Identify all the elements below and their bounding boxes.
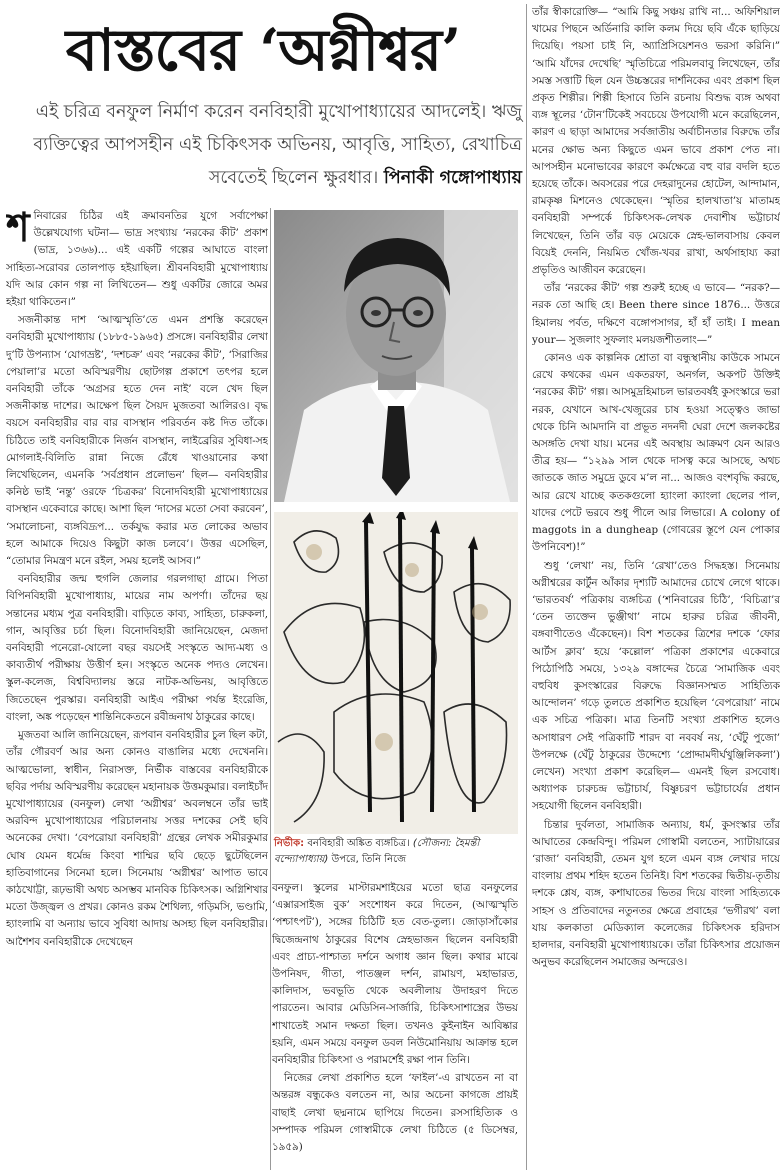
caption-text: বনবিহারী অঙ্কিত ব্যঙ্গচিত্র। [307, 838, 410, 849]
col3-para-3: কোনও এক কাল্পনিক শ্রোতা বা বন্ধুস্থানীয় কাউকে সামনে রেখে কথকের এমন একতরফা, অনর্গল, অকপট উক্তিই ‘নরকের কীট’ গল্প। আসমুদ্রহিমাচল ভারতবর্ষই কুসংস্কারে ভরা নরক, যেখানে আখ-খেজুরের চাষ হওয়া সত্ত্বেও জাভা থেকে চিনি আমদানি বা প্রভূত নদনদী ঘেরা দেশে জলকষ্টের অসঙ্গতি দেখা যায়। মনের এই অবস্থায় আক্রমণ যেন আরও তীব্র হয়— “১২৯৯ সাল থেকে দাসত্ব করে আসছে, অথচ জাতকে জাত সমুদ্রে ডুবে ম’ল না... আজও বংশবৃদ্ধি করছে, আর রেখে যাচ্ছে কতকগুলো হ্যাংলা ক্যাংলা ছেলের পাল, যাদের পেটে ভরবে শুধু পীলে আর লিভারে। A colony of maggots in a dungheap (গোবরের স্তূপে যেন পোকার উপনিবেশ)!” [532, 352, 780, 554]
col1-para-2: সজনীকান্ত দাশ ‘আত্মস্মৃতি’তে এমন প্রশস্তি করেছেন বনবিহারী মুখোপাধ্যায় (১৮৮৫-১৯৬৫) প্রসঙ্গে। বনবিহারীর লেখা দু’টি উপন্যাস ‘যোগভ্রষ্ট’, ‘দশচক্র’ এবং ‘নরকের কীট’, ‘সিরাজির পেয়ালা’র মতো অবিস্মরণীয় ছোটগল্প প্রকাশে তৎপর হলে বনবিহারী তাঁকে ‘অগ্রসর হতে দেন নাই’ বলে খেদ ছিল সজনীকান্ত দাশের। আক্ষেপ ছিল সৈয়দ মুজতবা আলিরও। বৃদ্ধ বয়সে বনবিহারীর বার বার বাসস্থান পরিবর্তন কষ্ট দিত তাঁকে। চিঠিতে তাই বনবিহারীকে নির্জন বাসস্থান, লাইব্রেরির সুবিধা-সহ মোগলাই-বিলিতি রান্না নিজে রেঁধে খাওয়ানোর কথা লিখেছিলেন, এমনকি ‘সর্বপ্রধান প্রলোভন’ ছিল— বনবিহারীর কনিষ্ঠ ভাই ‘নন্তু’ ওরফে ‘চিত্রকর’ বিনোদবিহারী মুখোপাধ্যায়ের বাসস্থান একেবারে কাছে। আশা ছিল ‘দাসের মতো সেবা করবেন’, ‘সমালোচনা, ব্যঙ্গবিদ্রূপ... তর্কযুদ্ধ করার মত লোকের অভাব হলে আমাকে দিয়েও কিছুটা কাজ চলবে’। উত্তর এসেছিল, “তোমার নিমন্ত্রণ মনে রইল, সময় হলেই আসব।” [6, 314, 268, 568]
col3-para-2: তাঁর ‘নরকের কীট’ গল্প শুরুই হচ্ছে এ ভাবে— “নরক?— নরক তো আছি হে। Been there since 1876... উত্তরে হিমালয় পর্বত, দক্ষিণে বঙ্গোপসাগর, হাঁ হাঁ তাই। I mean your— সুজলাং সুফলাং মলয়জশীতলাং—” [532, 282, 780, 346]
col3-para-1: তাঁর স্বীকারোক্তি— “আমি কিছু সঞ্চয় রাখি না... অফিশিয়াল খামের পিছনে অর্ডিনারি কালি কলম দিয়ে ছবি এঁকে ছাড়িয়ে দিয়েছি। পয়সা চাই নি, অ্যাপ্রিসিয়েশনও ভরসা করিনি।” ‘আমি যাঁদের দেখেছি’ স্মৃতিচিত্রে পরিমলবাবু লিখেছেন, তাঁর সমস্ত সত্তাটি ছিল যেন উচ্চস্তরের দার্শনিকের এবং প্রকাশ ছিল প্রকৃত শিল্পীর। শিল্পী হিসাবে তিনি রচনায় বিশুদ্ধ ব্যঙ্গ অথবা ব্যঙ্গ স্থূলের ‘টোন’টিকেই সবচেয়ে উপযোগী মনে করেছিলেন, কারণ এ ছাড়া আমাদের সর্বজাতীয় অর্বাচীনতার বিরুদ্ধে তাঁর মনের ক্ষোভ অন্য কিছুতে এমন ভাবে প্রকাশ পেত না। আপসহীন মনোভাবের কারণে কর্মক্ষেত্রে বহু বার বদলি হতে হয়েছে তাঁকে। অবসরের পরে দেহরাদুনের হোটেল, আন্দামান, রামকৃষ্ণ মিশনেও থেকেছেন। ‘স্মৃতির হালখাতা’য় মাতামহ বনবিহারী সম্পর্কে চিকিৎসক-লেখক দেবাশীষ ভট্টাচার্য লিখেছেন, তিনি তাঁর বড় মেয়েকে স্নেহ-ভালবাসায় কেবল বিয়েই দেননি, নিয়মিত খোঁজ-খবর রাখা, অর্থসাহায্য করা প্রভৃতিও আজীবন করেছেন। [532, 6, 780, 277]
intro-text: এই চরিত্র বনফুল নির্মাণ করেন বনবিহারী মুখোপাধ্যায়ের আদলেই। ঋজু ব্যক্তিত্বের আপসহীন এই চিকিৎসক অভিনয়, আবৃত্তি, সাহিত্য, রেখাচিত্র সবেতেই ছিলেন ক্ষুরধার। [33, 102, 522, 188]
image-caption [274, 836, 518, 880]
col1-para-1: নিবারের চিঠির এই ক্রমাবনতির যুগে সর্বাপেক্ষা উল্লেখযোগ্য ঘটনা— ভাদ্র সংখ্যায় ‘নরকের কীট’ প্রকাশ (ভাদ্র, ১৩৬৬)... এই একটি গল্পের আঘাতে বাংলা সাহিত্য-সরোবর তোলপাড় হইয়াছিল। শ্রীবনবিহারী মুখোপাধ্যায় যদি আর কোন গল্প না লিখিতেন— শুধু একটির জোরে অমর হইয়া থাকিতেন।” [6, 210, 268, 309]
intro-standfirst [8, 96, 522, 196]
portrait-photo [274, 210, 518, 502]
portrait-drawing [274, 210, 518, 502]
col3-para-5: চিন্তার দুর্বলতা, সামাজিক অন্যায়, ধর্ম, কুসংস্কার তাঁর আঘাতের কেন্দ্রবিন্দু। পরিমল গোস্বামী বলতেন, স্যাটায়ারের ‘রাজা’ বনবিহারী, তেমন যুগ হলে এমন ব্যঙ্গ লেখার দায়ে বাংলায় প্রথম শহিদ হতেন তিনিই। বিশ শতকের দ্বিতীয়-তৃতীয় দশকে শ্লেষ, ব্যঙ্গ, কশাঘাতের ভিতর দিয়ে বাংলা সাহিত্যকে সাহস ও প্রতিবাদের নতুনতর ক্ষেত্রে প্রবাহের ‘ভগীরথ’ বলা যায় কলকাতা মেডিক্যাল কলেজের চিকিৎসক হরিদাস হালদার, বনবিহারী মুখোপাধ্যায়কে। তাঁরা চিকিৎসার প্রয়োজন অনুভব করেছিলেন সমাজের অন্দরেও। [532, 818, 780, 969]
article-column-1 [6, 208, 268, 1170]
col3-para-4: শুধু ‘লেখা’ নয়, তিনি ‘রেখা’তেও সিদ্ধহস্ত। সিনেমায় অগ্নীশ্বরের কার্টুন আঁকার দৃশ্যটি আমাদের চোখে লেগে থাকে। ‘ভারতবর্ষ’ পত্রিকায় ব্যঙ্গচিত্র (‘শনিবারের চিঠি’, ‘বিচিত্রা’র ‘তেন ত্যক্তেন ভুঞ্জীথা’ নামে হারুর চরিত্র জীবনী, বঙ্গবাণীতেও এঁকেছেন)। বিশ শতকের ত্রিশের দশকে ‘ফোর আর্টস ক্লাব’ হয়ে ‘কল্লোল’ পত্রিকা প্রকাশের একেবারে পিঠোপিঠি সময়ে, ১৩২৯ বঙ্গাব্দের চৈত্রে ‘সামাজিক এবং বহুবিধ কুসংস্কারের বিরুদ্ধে বিজ্ঞানসম্মত সাহিত্যিক আন্দোলন’ গড়ে তুলতে প্রকাশিত হয়েছিল ‘বেপরোয়া’ নামে এক সচিত্র পত্রিকা। মাত্র তিনটি সংখ্যা প্রকাশিত হলেও অসাধারণ সেই পত্রিকাটি শারদ বা নববর্ষ নয়, ‘ঘেঁটু পুজো’ উপলক্ষে (ঘেঁটু ঠাকুরের উদ্দেশ্যে ‘প্রোদ্দামদীর্ঘখুঞ্জিলিকলা’) লেখেন) সংখ্যা প্রকাশ করেছিল— এমনই ছিল রসবোধ। অধ্যাপক চারুচন্দ্র ভট্টাচার্য, বিষ্ণুচরণ ভট্টাচার্যের প্রধান সহযোগী ছিলেন বনবিহারী। [532, 559, 780, 813]
sketch-drawing [274, 512, 518, 834]
col1-para-4: মুজতবা আলি জানিয়েছেন, রূপবান বনবিহারীর চুল ছিল কটা, তাঁর গৌরবর্ণ আর অন্য কোনও বাঙালির মধ্যে দেখেননি। আত্মভোলা, স্বাধীন, নিরাসক্ত, নির্ভীক বাস্তবের বনবিহারীকে ছবির পর্দায় অবিস্মরণীয় করেছেন মহানায়ক উত্তমকুমার। বলাইচাঁদ মুখোপাধ্যায়ের (বনফুল) লেখা ‘অগ্নীশ্বর’ অবলম্বনে তাঁর ভাই অরবিন্দ মুখোপাধ্যায়ের পরিচালনায় সত্তর দশকের সেই ছবি অনেকের দেখা। ‘বেপরোয়া বনবিহারী’ গ্রন্থের লেখক সমীরকুমার ঘোষ যেমন ধর্মেন্দ্র কিংবা শাম্মির ছবি ছেড়ে ছুটেছিলেন হাতিবাগানের সিনেমা হলে। সিনেমায় ‘অগ্নীশ্বর’ আপাত ভাবে কাঠখোট্টা, রূঢ়ভাষী অথচ অসম্ভব মানবিক চিকিৎসক। অগ্নিশিখার মতো উজ্জ্বল ও প্রখর। কোনও রকম শৈথিল্য, গড়িমসি, ভণ্ডামি, হ্যাংলামি বা অন্যায় ভাবে সুবিধা আদায় অসহ্য ছিল বনবিহারীর। আশৈশব বনবিহারীকে দেখেছেন [6, 729, 268, 948]
article-column-3 [532, 4, 780, 1170]
caption-tail: উপরে, তিনি নিজে [331, 854, 407, 865]
headline: বাস্তবের ‘অগ্নীশ্বর’ [65, 16, 461, 84]
caricature-sketch [274, 512, 518, 834]
byline: পিনাকী গঙ্গোপাধ্যায় [383, 168, 522, 188]
caption-credit: (সৌজন্য: হৈমন্তী বন্দ্যোপাধ্যায়) [274, 838, 480, 865]
col2-para-2: নিজের লেখা প্রকাশিত হলে ‘ফাইল’-এ রাখতেন না বা অন্তরঙ্গ বন্ধুকেও বলতেন না, আর অচেনা কাগজে প্রায়ই বাছাই লেখা ছদ্মনামে ছাপিয়ে দিতেন। রসসাহিত্যিক ও সম্পাদক পরিমল গোস্বামীকে লেখা চিঠিতে (৫ ডিসেম্বর, ১৯৫৯) [272, 1072, 518, 1154]
drop-cap: শ [6, 208, 30, 251]
column-rule-right [526, 4, 527, 1170]
col1-para-3: বনবিহারীর জন্ম হুগলি জেলার গরলগাছা গ্রামে। পিতা বিপিনবিহারী মুখোপাধ্যায়, মায়ের নাম অপর্ণা। তাঁদের ছয় সন্তানের মধ্যম পুত্র বনবিহারী। বাড়িতে কাব্য, সাহিত্য, চারুকলা, গান, আবৃত্তির চর্চা ছিল। বিনোদবিহারী জানিয়েছেন, মেজদা বনবিহারী পনেরো-ষোলো বছর বয়সেই সংস্কৃতে আদ্য-মধ্য ও কাব্যতীর্থ পরীক্ষায় উত্তীর্ণ হন। সংস্কৃতে অনেক পদ্যও লেখেন। স্কুল-কলেজ, বিশ্ববিদ্যালয় স্তরে নাটক-অভিনয়, আবৃত্তিতে জিতেছেন পুরস্কার। বনবিহারী আইএ পরীক্ষা পর্যন্ত ইংরেজি, বাংলা, অঙ্ক পড়েছেন শান্তিনিকেতনে রবীন্দ্রনাথ ঠাকুরের কাছে। [6, 573, 268, 723]
col2-para-1: বনফুল। স্কুলের মাস্টারমশাইয়ের মতো ছাত্র বনফুলের ‘এক্সারসাইজ বুক’ সংশোধন করে দিতেন, (আত্মস্মৃতি ‘পশ্চাৎপট’), সঙ্গের চিঠিটি হত বেত-তুল্য। জোড়াসাঁকোর দ্বিজেন্দ্রনাথ ঠাকুরের বিশেষ স্নেহভাজন ছিলেন বনবিহারী এবং প্রাচ্য-পাশ্চাত্য দর্শনে অগাধ জ্ঞান ছিল। কথার মাঝে উপনিষদ, গীতা, পাতঞ্জল দর্শন, রামায়ণ, মহাভারত, কালিদাস, ভবভূতি থেকে অবলীলায় উদাহরণ দিতে পারতেন। আবার মেডিসিন-সার্জারি, চিকিৎসাশাস্ত্রের উভয় শাখাতেই সমান দক্ষতা ছিল। তখনও কুইনাইন আবিষ্কার হয়নি, এমন সময়ে বনফুল ডবল নিউমোনিয়ায় আক্রান্ত হলে বনবিহারীর চিকিৎসা ও পরামর্শেই রক্ষা পান তিনি। [272, 882, 518, 1067]
caption-label: নির্ভীক: [274, 838, 305, 849]
article-column-2 [272, 880, 518, 1170]
column-rule-left [270, 208, 271, 1170]
